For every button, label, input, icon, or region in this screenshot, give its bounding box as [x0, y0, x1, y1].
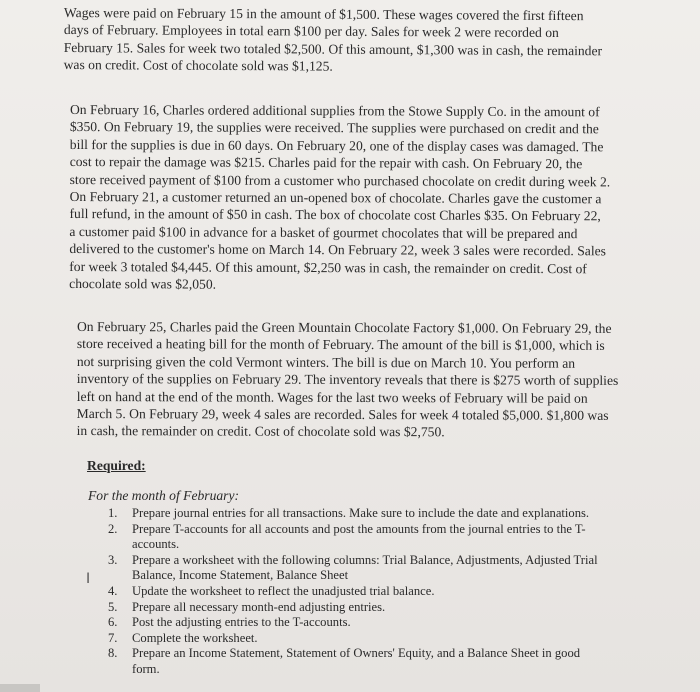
item-text: Update the worksheet to reflect the unadjusted trial balance.: [132, 583, 435, 598]
item-number: 4.: [108, 583, 118, 598]
text-line: not surprising given the cold Vermont winters. The bill is due on March 10. You perform an: [76, 353, 576, 371]
item-text: Prepare an Income Statement, Statement of Owners' Equity, and a Balance Sheet in good: [132, 646, 581, 661]
item-number: 1.: [108, 506, 118, 520]
list-item: [108, 646, 668, 677]
text-line: March 5. On February 29, week 4 sales are recorded. Sales for week 4 totaled $5,000. $1,800 was: [76, 406, 609, 423]
required-heading: Required:: [87, 458, 146, 473]
text-cursor-icon: I: [86, 571, 91, 587]
paragraph-wages-week2: [64, 4, 689, 77]
list-item: [108, 631, 668, 647]
corner-artifact: [0, 684, 40, 692]
text-line: On February 21, a customer returned an un-opened box of chocolate. Charles gave the customer a: [69, 189, 602, 207]
text-line: On February 16, Charles ordered additional supplies from the Stowe Supply Co. in the amount of: [69, 101, 600, 120]
list-item: [108, 600, 668, 616]
required-intro: For the month of February:: [88, 488, 240, 503]
text-line: store received a heating bill for the month of February. The amount of the bill is $1,000, which is: [76, 336, 605, 354]
text-line: On February 25, Charles paid the Green Mountain Chocolate Factory $1,000. On February 29, the: [76, 319, 612, 336]
text-line: $350. On February 19, the supplies were received. The supplies were purchased on credit and the: [69, 119, 599, 137]
required-list: [108, 506, 668, 678]
text-line: full refund, in the amount of $50 in cash. The box of chocolate cost Charles $35. On February 22,: [69, 206, 601, 224]
item-text: accounts.: [132, 537, 180, 552]
item-text: Prepare all necessary month-end adjusting entries.: [132, 599, 386, 614]
item-number: 8.: [108, 646, 118, 661]
list-item: [108, 615, 668, 631]
item-number: 6.: [108, 615, 118, 630]
text-line: delivered to the customer's home on March 14. On February 22, week 3 sales were recorded. Sales: [69, 241, 606, 259]
text-line: inventory of the supplies on February 29. The inventory reveals that there is $275 worth of supplies: [76, 371, 619, 389]
text-line: bill for the supplies is due in 60 days. On February 20, one of the display cases was damaged. The: [69, 136, 604, 155]
item-text: Post the adjusting entries to the T-accounts.: [132, 615, 351, 630]
list-item: [108, 522, 668, 553]
list-item: [108, 553, 668, 584]
text-line: chocolate sold was $2,050.: [69, 276, 217, 292]
list-item: [108, 506, 668, 522]
text-line: cost to repair the damage was $215. Charles paid for the repair with cash. On February 20, the: [69, 154, 583, 172]
item-text: Complete the worksheet.: [132, 630, 258, 645]
text-line: a customer paid $100 in advance for a basket of gourmet chocolates that will be prepared and: [69, 223, 578, 242]
item-text: Balance, Income Statement, Balance Sheet: [132, 568, 349, 583]
text-line: Wages were paid on February 15 in the amount of $1,500. These wages covered the first fifteen: [63, 4, 584, 24]
item-text: Prepare T-accounts for all accounts and post the amounts from the journal entries to the T-: [132, 521, 586, 536]
text-line: left on hand at the end of the month. Wages for the last two weeks of February will be paid on: [76, 388, 588, 406]
paragraph-supplies-week3: [69, 101, 682, 295]
item-number: 3.: [108, 552, 118, 567]
item-number: 7.: [108, 630, 118, 645]
item-text: Prepare journal entries for all transactions. Make sure to include the date and explanations.: [132, 506, 590, 520]
paragraph-heating-week4: [77, 318, 672, 442]
item-number: 2.: [108, 521, 118, 536]
item-number: 5.: [108, 599, 118, 614]
text-line: for week 3 totaled $4,445. Of this amount, $2,250 was in cash, the remainder on credit. Cost of: [69, 258, 587, 276]
item-text: form.: [132, 661, 160, 676]
text-line: store received payment of $100 from a customer who purchased chocolate on credit during week 2.: [69, 171, 611, 189]
text-line: days of February. Employees in total earn $100 per day. Sales for week 2 were recorded on: [63, 22, 559, 41]
item-text: Prepare a worksheet with the following columns: Trial Balance, Adjustments, Adjusted Trial: [132, 552, 598, 567]
text-line: was on credit. Cost of chocolate sold was $1,125.: [63, 57, 333, 74]
text-line: in cash, the remainder on credit. Cost of chocolate sold was $2,750.: [76, 423, 445, 440]
list-item: [108, 584, 668, 600]
text-line: February 15. Sales for week two totaled $2,500. Of this amount, $1,300 was in cash, the remainder: [63, 39, 603, 59]
